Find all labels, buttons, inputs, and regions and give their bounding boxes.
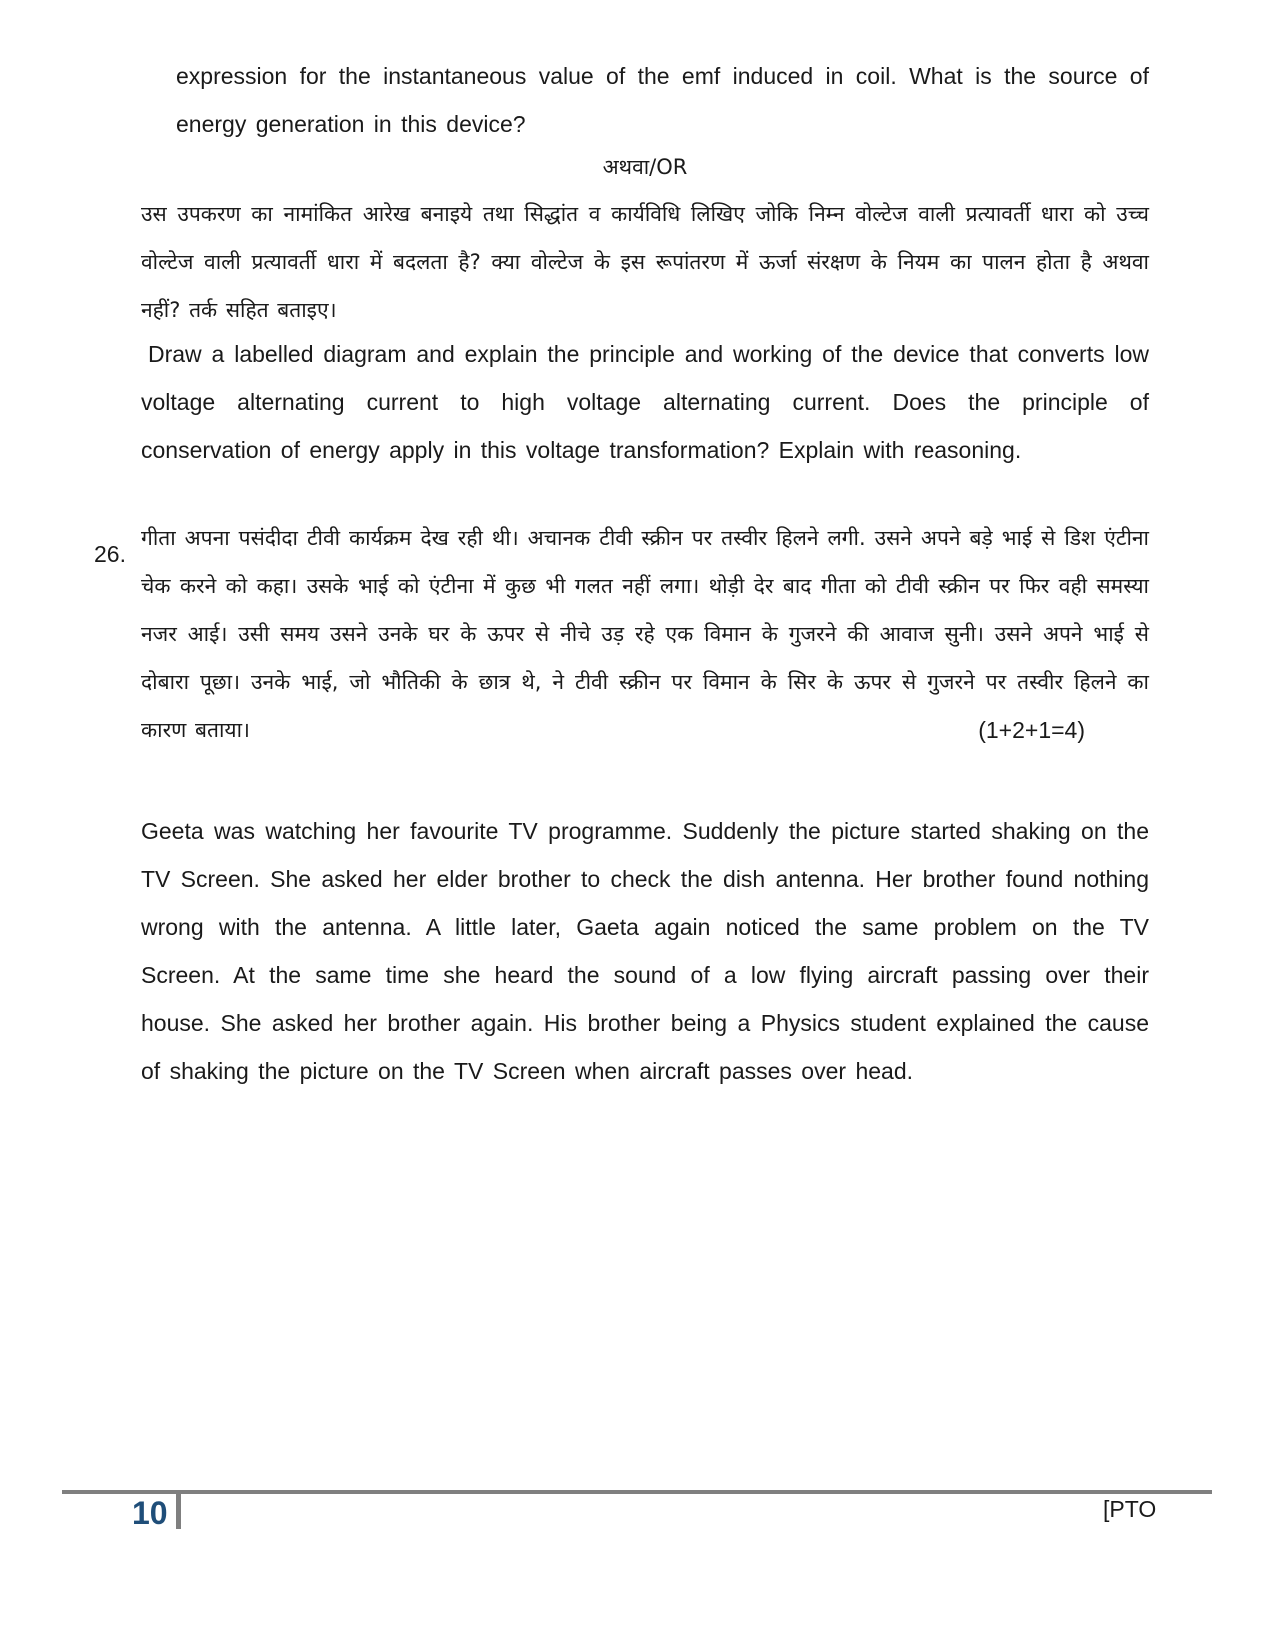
or-separator: अथवा/OR (602, 155, 688, 179)
q26-marks: (1+2+1=4) (978, 717, 1085, 743)
page-number: 10 (132, 1495, 168, 1531)
q25-alternative-english: Draw a labelled diagram and explain the principle and working of the device that converts low voltage alternating current to high voltage alternating current. Does the principle of conservation of energy apply in this voltage transformation? Explain with reasoning. (141, 341, 1149, 463)
pto-label: [PTO (1103, 1496, 1157, 1522)
q25-alternative-hindi: उस उपकरण का नामांकित आरेख बनाइये तथा सिद्धांत व कार्यविधि लिखिए जोकि निम्न वोल्टेज वाली प्रत्यावर्ती धारा को उच्च वोल्टेज वाली प्रत्यावर्ती धारा में बदलता है? क्या वोल्टेज के इस रूपांतरण में ऊर्जा संरक्षण के नियम का पालन होता है अथवा नहीं? तर्क सहित बताइए। (141, 202, 1149, 322)
q26-english-text: Geeta was watching her favourite TV programme. Suddenly the picture started shaking on the TV Screen. She asked her elder brother to check the dish antenna. Her brother found nothing wrong with the antenna. A little later, Gaeta again noticed the same problem on the TV Screen. At the same time she heard the sound of a low flying aircraft passing over their house. She asked her brother again. His brother being a Physics student explained the cause of shaking the picture on the TV Screen when aircraft passes over head. (141, 818, 1149, 1084)
footer-page-tick (176, 1491, 181, 1529)
q26-hindi-text (141, 514, 1149, 754)
q26-hindi-body: गीता अपना पसंदीदा टीवी कार्यक्रम देख रही थी। अचानक टीवी स्क्रीन पर तस्वीर हिलने लगी. उसने अपने बड़े भाई से डिश एंटीना चेक करने को कहा। उसके भाई को एंटीना में कुछ भी गलत नहीं लगा। थोड़ी देर बाद गीता को टीवी स्क्रीन पर फिर वही समस्या नजर आई। उसी समय उसने उनके घर के ऊपर से नीचे उड़ रहे एक विमान के गुजरने की आवाज सुनी। उसने अपने भाई से दोबारा पूछा। उनके भाई, जो भौतिकी के छात्र थे, ने टीवी स्क्रीन पर विमान के सिर के ऊपर से गुजरने पर तस्वीर हिलने का कारण बताया। (141, 526, 1149, 742)
question-number: 26. (94, 541, 126, 567)
q25-continuation-text: expression for the instantaneous value of the emf induced in coil. What is the source of energy generation in this device? (176, 63, 1149, 137)
footer-divider (62, 1490, 1212, 1494)
